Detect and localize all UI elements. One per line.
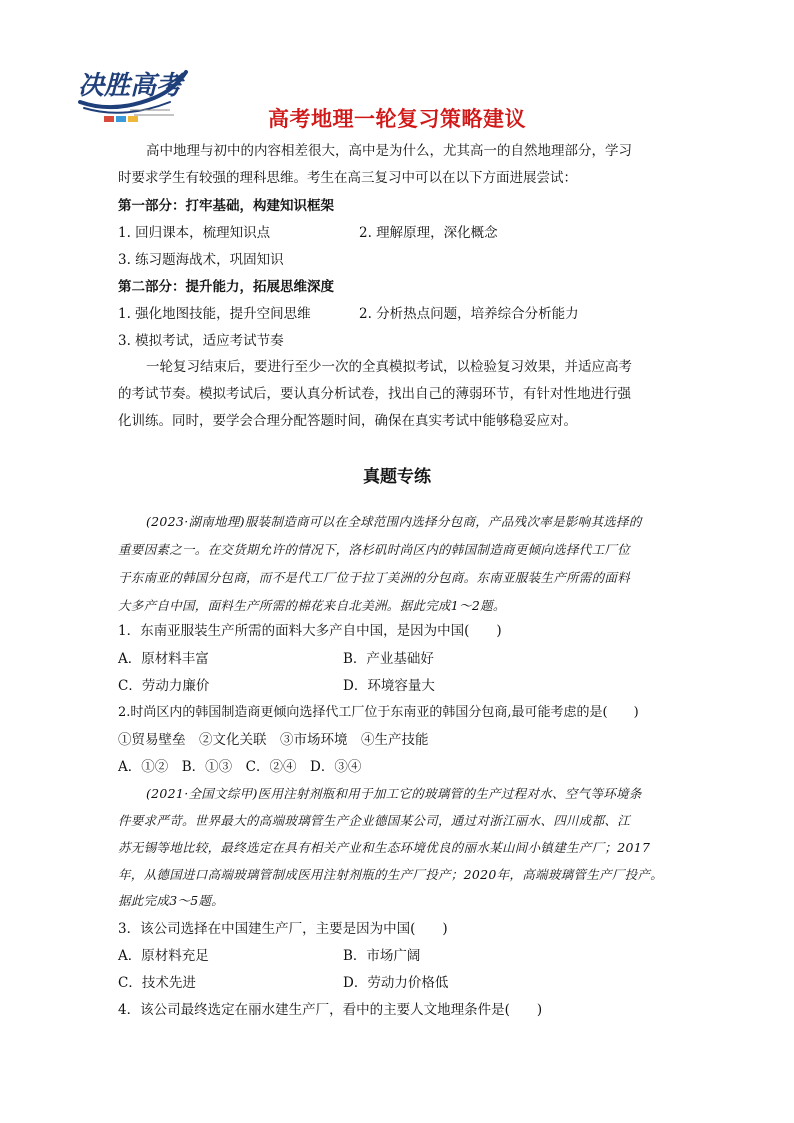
q1-option-b: B．产业基础好 [343,651,434,667]
logo-text: 决胜高考 [78,71,183,101]
passage2-line-4: 年，从德国进口高端玻璃管制成医用注射剂瓶的生产厂投产；2020年，高端玻璃管生产厂投产。 [118,867,664,882]
part1-item-2: 2. 理解原理，深化概念 [359,225,498,241]
passage2-line-3: 苏无锡等地比较，最终选定在具有相关产业和生态环境优良的丽水某山间小镇建生产厂；2017 [118,840,651,855]
intro-line-2: 时要求学生有较强的理科思维。考生在高三复习中可以在以下方面进展尝试： [118,170,577,186]
part1-item-3: 3. 练习题海战术，巩固知识 [118,252,284,268]
part2-item-3: 3. 模拟考试，适应考试节奏 [118,333,284,349]
q3-option-c: C．技术先进 [118,975,196,991]
passage1-line-2: 重要因素之一。在交货期允许的情况下，洛杉矶时尚区内的韩国制造商更倾向选择代工厂位 [118,542,631,557]
page-title: 高考地理一轮复习策略建议 [268,107,526,131]
passage1-line-4: 大多产自中国，面料生产所需的棉花来自北美洲。据此完成1～2题。 [118,598,506,613]
part2-heading: 第二部分：提升能力，拓展思维深度 [118,279,334,295]
part1-item-1: 1. 回归课本，梳理知识点 [118,225,271,241]
q3-option-b: B．市场广阔 [343,948,421,964]
q2-choices: A．①② B．①③ C．②④ D．③④ [118,759,362,775]
para-line-2: 的考试节奏。模拟考试后，要认真分析试卷，找出自己的薄弱环节，有针对性地进行强 [118,386,631,402]
para-line-3: 化训练。同时，要学会合理分配答题时间，确保在真实考试中能够稳妥应对。 [118,413,577,429]
passage2-line-5: 据此完成3～5题。 [118,893,225,908]
q1-stem: 1．东南亚服装生产所需的面料大多产自中国，是因为中国( ) [118,623,502,639]
q3-stem: 3．该公司选择在中国建生产厂，主要是因为中国( ) [118,921,448,937]
q3-option-a: A．原材料充足 [118,948,209,964]
part2-item-1: 1. 强化地图技能，提升空间思维 [118,306,311,322]
q1-option-d: D．环境容量大 [343,678,435,694]
intro-line-1: 高中地理与初中的内容相差很大，高中是为什么，尤其高一的自然地理部分，学习 [146,143,632,159]
q3-option-d: D．劳动力价格低 [343,975,449,991]
part1-heading: 第一部分：打牢基础，构建知识框架 [118,198,334,214]
passage2-line-1: (2021·全国文综甲)医用注射剂瓶和用于加工它的玻璃管的生产过程对水、空气等环境条 [146,786,642,801]
part2-item-2: 2. 分析热点问题，培养综合分析能力 [359,306,579,322]
passage2-line-2: 件要求严苛。世界最大的高端玻璃管生产企业德国某公司，通过对浙江丽水、四川成都、江 [118,813,631,828]
section-title: 真题专练 [363,467,431,487]
q1-option-a: A．原材料丰富 [118,651,209,667]
para-line-1: 一轮复习结束后，要进行至少一次的全真模拟考试，以检验复习效果，并适应高考 [146,359,632,375]
q2-stem: 2.时尚区内的韩国制造商更倾向选择代工厂位于东南亚的韩国分包商,最可能考虑的是( ) [118,705,639,720]
q2-options: ①贸易壁垒 ②文化关联 ③市场环境 ④生产技能 [118,732,429,748]
q4-stem: 4．该公司最终选定在丽水建生产厂，看中的主要人文地理条件是( ) [118,1002,543,1018]
passage1-line-3: 于东南亚的韩国分包商，而不是代工厂位于拉丁美洲的分包商。东南亚服装生产所需的面料 [118,570,631,585]
q1-option-c: C．劳动力廉价 [118,678,210,694]
passage1-line-1: (2023·湖南地理)服装制造商可以在全球范围内选择分包商，产品残次率是影响其选择的 [146,514,642,529]
